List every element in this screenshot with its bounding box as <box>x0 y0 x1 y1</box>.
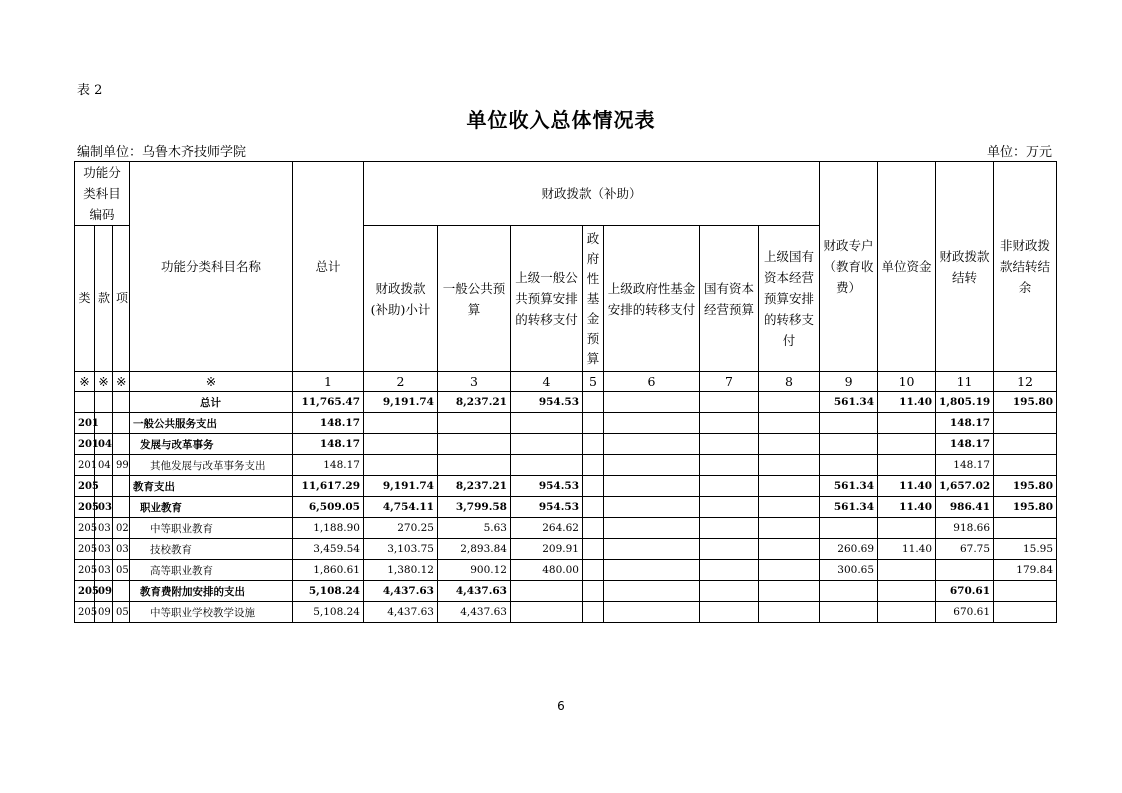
cell-gf <box>583 392 604 413</box>
cell-ust <box>759 497 820 518</box>
cell-sc <box>700 581 759 602</box>
header-general-budget: 一般公共预算 <box>438 226 511 372</box>
cell-se: 561.34 <box>820 497 878 518</box>
cell-se <box>820 413 878 434</box>
cell-se <box>820 455 878 476</box>
cell-total: 148.17 <box>293 413 364 434</box>
header-fiscal-balance: 财政拨款结转 <box>936 162 994 372</box>
cell-ust <box>759 581 820 602</box>
cell-total: 5,108.24 <box>293 602 364 623</box>
cell-se: 260.69 <box>820 539 878 560</box>
cell-gen <box>438 434 511 455</box>
cell-c3 <box>113 434 130 455</box>
cell-total: 3,459.54 <box>293 539 364 560</box>
cell-ugt <box>511 413 583 434</box>
cell-c1: 205 <box>75 497 95 518</box>
cell-uft <box>604 602 700 623</box>
cell-gen: 900.12 <box>438 560 511 581</box>
cell-uft <box>604 539 700 560</box>
cell-uf: 11.40 <box>878 476 936 497</box>
cell-uft <box>604 560 700 581</box>
cell-name: 教育费附加安排的支出 <box>130 581 293 602</box>
cell-se <box>820 581 878 602</box>
cell-sub: 9,191.74 <box>364 392 438 413</box>
table-row <box>75 539 1057 560</box>
header-gov-fund: 政府性基金预算 <box>583 226 604 372</box>
table-row <box>75 497 1057 518</box>
cell-c3 <box>113 476 130 497</box>
cell-c1: 201 <box>75 455 95 476</box>
cell-nfb <box>994 413 1057 434</box>
header-total: 总计 <box>293 162 364 372</box>
column-index-cell: 6 <box>604 372 700 392</box>
cell-sc <box>700 476 759 497</box>
cell-ugt <box>511 581 583 602</box>
cell-nfb <box>994 434 1057 455</box>
cell-uf <box>878 413 936 434</box>
column-index-row <box>75 372 1057 392</box>
cell-sc <box>700 413 759 434</box>
cell-ust <box>759 476 820 497</box>
cell-gf <box>583 413 604 434</box>
column-index-cell: 4 <box>511 372 583 392</box>
table-row <box>75 560 1057 581</box>
cell-c1: 205 <box>75 560 95 581</box>
cell-name: 一般公共服务支出 <box>130 413 293 434</box>
cell-ust <box>759 434 820 455</box>
cell-total: 5,108.24 <box>293 581 364 602</box>
cell-uf <box>878 602 936 623</box>
cell-nfb: 15.95 <box>994 539 1057 560</box>
table-label: 表 2 <box>77 83 103 98</box>
cell-c3: 03 <box>113 539 130 560</box>
cell-name: 职业教育 <box>130 497 293 518</box>
cell-uft <box>604 476 700 497</box>
cell-uft <box>604 455 700 476</box>
cell-name: 总计 <box>130 392 293 413</box>
page-title: 单位收入总体情况表 <box>466 108 656 132</box>
header-upper-general-transfer: 上级一般公共预算安排的转移支付 <box>511 226 583 372</box>
cell-uf: 11.40 <box>878 497 936 518</box>
cell-sub: 3,103.75 <box>364 539 438 560</box>
cell-fb: 1,657.02 <box>936 476 994 497</box>
cell-sub: 4,437.63 <box>364 581 438 602</box>
income-summary-table <box>74 161 1057 623</box>
table-row <box>75 602 1057 623</box>
cell-ugt: 954.53 <box>511 392 583 413</box>
cell-nfb: 195.80 <box>994 497 1057 518</box>
column-index-cell: ※ <box>95 372 113 392</box>
header-state-capital: 国有资本经营预算 <box>700 226 759 372</box>
cell-gf <box>583 602 604 623</box>
table-row <box>75 581 1057 602</box>
column-index-cell: ※ <box>130 372 293 392</box>
cell-ugt: 209.91 <box>511 539 583 560</box>
column-index-cell: 7 <box>700 372 759 392</box>
cell-se <box>820 518 878 539</box>
header-section: 款 <box>95 226 113 372</box>
cell-name: 技校教育 <box>130 539 293 560</box>
header-name: 功能分类科目名称 <box>130 162 293 372</box>
cell-total: 11,765.47 <box>293 392 364 413</box>
page-number: 6 <box>557 699 565 713</box>
table-row <box>75 392 1057 413</box>
cell-c2: 03 <box>95 539 113 560</box>
cell-uft <box>604 518 700 539</box>
cell-uft <box>604 581 700 602</box>
cell-sc <box>700 434 759 455</box>
cell-sub: 1,380.12 <box>364 560 438 581</box>
cell-c3 <box>113 497 130 518</box>
cell-nfb <box>994 518 1057 539</box>
cell-gf <box>583 518 604 539</box>
cell-sc <box>700 455 759 476</box>
header-nonfiscal-balance: 非财政拨款结转结余 <box>994 162 1057 372</box>
cell-name: 其他发展与改革事务支出 <box>130 455 293 476</box>
cell-total: 1,188.90 <box>293 518 364 539</box>
column-index-cell: 10 <box>878 372 936 392</box>
cell-gf <box>583 560 604 581</box>
column-index-cell: 12 <box>994 372 1057 392</box>
header-upper-state-transfer: 上级国有资本经营预算安排的转移支付 <box>759 226 820 372</box>
cell-uf <box>878 581 936 602</box>
cell-uf <box>878 455 936 476</box>
cell-se: 561.34 <box>820 392 878 413</box>
cell-gf <box>583 455 604 476</box>
header-special-edu: 财政专户（教育收费） <box>820 162 878 372</box>
cell-ugt <box>511 602 583 623</box>
column-index-cell: 5 <box>583 372 604 392</box>
table-body <box>75 392 1057 623</box>
cell-sc <box>700 602 759 623</box>
cell-sub: 4,437.63 <box>364 602 438 623</box>
cell-fb: 148.17 <box>936 413 994 434</box>
cell-total: 148.17 <box>293 434 364 455</box>
cell-ust <box>759 392 820 413</box>
cell-gen: 8,237.21 <box>438 476 511 497</box>
cell-ust <box>759 560 820 581</box>
cell-c3 <box>113 413 130 434</box>
table-row <box>75 476 1057 497</box>
cell-c2: 03 <box>95 497 113 518</box>
cell-uf <box>878 518 936 539</box>
cell-gen: 3,799.58 <box>438 497 511 518</box>
cell-gf <box>583 476 604 497</box>
header-class: 类 <box>75 226 95 372</box>
header-unit-funds: 单位资金 <box>878 162 936 372</box>
cell-c3: 05 <box>113 560 130 581</box>
cell-ust <box>759 413 820 434</box>
cell-ugt <box>511 455 583 476</box>
cell-total: 6,509.05 <box>293 497 364 518</box>
cell-gen: 4,437.63 <box>438 581 511 602</box>
column-index-cell: 9 <box>820 372 878 392</box>
cell-ust <box>759 518 820 539</box>
cell-c3: 99 <box>113 455 130 476</box>
cell-nfb <box>994 581 1057 602</box>
cell-name: 高等职业教育 <box>130 560 293 581</box>
cell-c1: 205 <box>75 581 95 602</box>
cell-uf <box>878 434 936 455</box>
cell-fb <box>936 560 994 581</box>
cell-sc <box>700 497 759 518</box>
cell-sub <box>364 434 438 455</box>
cell-name: 中等职业教育 <box>130 518 293 539</box>
cell-c1: 205 <box>75 539 95 560</box>
cell-sub: 270.25 <box>364 518 438 539</box>
cell-fb: 670.61 <box>936 602 994 623</box>
cell-uft <box>604 413 700 434</box>
cell-gf <box>583 581 604 602</box>
cell-fb: 148.17 <box>936 455 994 476</box>
cell-sc <box>700 392 759 413</box>
currency-unit: 单位：万元 <box>986 145 1052 160</box>
table-row <box>75 518 1057 539</box>
cell-gf <box>583 539 604 560</box>
column-index-cell: 1 <box>293 372 364 392</box>
table-row <box>75 455 1057 476</box>
cell-ust <box>759 602 820 623</box>
cell-c2: 04 <box>95 455 113 476</box>
cell-uft <box>604 434 700 455</box>
cell-c2 <box>95 392 113 413</box>
cell-c2: 03 <box>95 560 113 581</box>
cell-fb: 148.17 <box>936 434 994 455</box>
cell-name: 发展与改革事务 <box>130 434 293 455</box>
cell-fb: 1,805.19 <box>936 392 994 413</box>
cell-sc <box>700 539 759 560</box>
cell-sub <box>364 413 438 434</box>
cell-c2: 04 <box>95 434 113 455</box>
cell-c1: 201 <box>75 434 95 455</box>
cell-fb: 67.75 <box>936 539 994 560</box>
cell-gen: 4,437.63 <box>438 602 511 623</box>
cell-sc <box>700 560 759 581</box>
cell-ust <box>759 455 820 476</box>
cell-total: 11,617.29 <box>293 476 364 497</box>
column-index-cell: ※ <box>113 372 130 392</box>
cell-fb: 986.41 <box>936 497 994 518</box>
cell-sc <box>700 518 759 539</box>
cell-uf: 11.40 <box>878 539 936 560</box>
cell-sub <box>364 455 438 476</box>
cell-c3: 05 <box>113 602 130 623</box>
column-index-cell: 8 <box>759 372 820 392</box>
header-item: 项 <box>113 226 130 372</box>
cell-se <box>820 434 878 455</box>
cell-ugt: 480.00 <box>511 560 583 581</box>
cell-se: 300.65 <box>820 560 878 581</box>
cell-gen <box>438 455 511 476</box>
cell-uf <box>878 560 936 581</box>
cell-name: 教育支出 <box>130 476 293 497</box>
cell-ugt: 264.62 <box>511 518 583 539</box>
header-upper-fund-transfer: 上级政府性基金安排的转移支付 <box>604 226 700 372</box>
cell-gen: 5.63 <box>438 518 511 539</box>
cell-c2: 09 <box>95 602 113 623</box>
cell-ust <box>759 539 820 560</box>
compiling-unit: 编制单位：乌鲁木齐技师学院 <box>77 145 247 160</box>
cell-name: 中等职业学校教学设施 <box>130 602 293 623</box>
cell-c1 <box>75 392 95 413</box>
cell-gen: 8,237.21 <box>438 392 511 413</box>
cell-sub: 9,191.74 <box>364 476 438 497</box>
cell-uf: 11.40 <box>878 392 936 413</box>
header-fiscal-group: 财政拨款（补助） <box>364 162 820 226</box>
header-fiscal-subtotal: 财政拨款(补助)小计 <box>364 226 438 372</box>
cell-ugt <box>511 434 583 455</box>
column-index-cell: 11 <box>936 372 994 392</box>
cell-sub: 4,754.11 <box>364 497 438 518</box>
cell-c1: 205 <box>75 602 95 623</box>
cell-c3: 02 <box>113 518 130 539</box>
cell-c2: 03 <box>95 518 113 539</box>
cell-total: 1,860.61 <box>293 560 364 581</box>
cell-se: 561.34 <box>820 476 878 497</box>
table-row <box>75 413 1057 434</box>
cell-gen: 2,893.84 <box>438 539 511 560</box>
cell-nfb <box>994 455 1057 476</box>
cell-nfb: 179.84 <box>994 560 1057 581</box>
table-row <box>75 434 1057 455</box>
cell-se <box>820 602 878 623</box>
cell-c3 <box>113 581 130 602</box>
cell-c1: 205 <box>75 518 95 539</box>
cell-gen <box>438 413 511 434</box>
cell-ugt: 954.53 <box>511 497 583 518</box>
cell-c2: 09 <box>95 581 113 602</box>
cell-fb: 670.61 <box>936 581 994 602</box>
column-index-cell: 2 <box>364 372 438 392</box>
cell-nfb <box>994 602 1057 623</box>
column-index-cell: ※ <box>75 372 95 392</box>
cell-total: 148.17 <box>293 455 364 476</box>
cell-c3 <box>113 392 130 413</box>
cell-gf <box>583 434 604 455</box>
cell-c1: 205 <box>75 476 95 497</box>
cell-uft <box>604 497 700 518</box>
cell-uft <box>604 392 700 413</box>
cell-nfb: 195.80 <box>994 476 1057 497</box>
cell-c1: 201 <box>75 413 95 434</box>
column-index-cell: 3 <box>438 372 511 392</box>
cell-ugt: 954.53 <box>511 476 583 497</box>
cell-fb: 918.66 <box>936 518 994 539</box>
cell-nfb: 195.80 <box>994 392 1057 413</box>
cell-gf <box>583 497 604 518</box>
header-code-group: 功能分类科目编码 <box>75 162 130 226</box>
